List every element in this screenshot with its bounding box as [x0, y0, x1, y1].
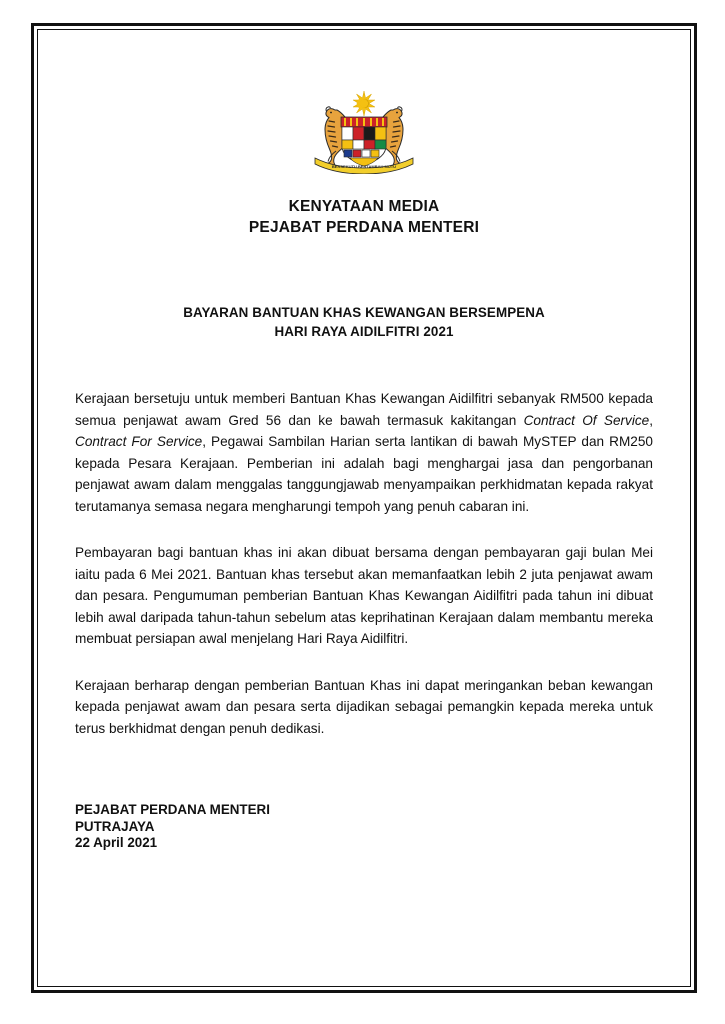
motto-text: BERSEKUTU BERTAMBAH MUTU [331, 164, 397, 169]
paragraph-1-part-2: , Pegawai Sambilan Harian serta lantikan di bawah MySTEP dan RM250 kepada Pesara Kerajaan. Pemberian ini adalah bagi menghargai jasa dan pengorbanan penjawat awam dalam menggalas tanggungjawab menyampaikan perkhidmatan kepada rakyat terutamanya semasa negara mengharungi tempoh yang penuh cabaran ini. [75, 434, 653, 514]
subject-line-1: BAYARAN BANTUAN KHAS KEWANGAN BERSEMPENA [183, 305, 545, 321]
emblem-container [71, 88, 657, 174]
paragraph-1-italic-2: Contract For Service [75, 434, 203, 450]
subject-line-2: HARI RAYA AIDILFITRI 2021 [274, 323, 454, 339]
paragraph-3: Kerajaan berharap dengan pemberian Bantuan Khas ini dapat meringankan beban kewangan kepada penjawat awam dan pesara serta dijadikan sebagai pemangkin kepada mereka untuk terus berkhidmat dengan penuh dedikasi. [75, 677, 653, 736]
paragraph-2: Pembayaran bagi bantuan khas ini akan dibuat bersama dengan pembayaran gaji bulan Mei iaitu pada 6 Mei 2021. Bantuan khas tersebut akan memanfaatkan lebih 2 juta penjawat awam dan pesara. Pengumuman pemberian Bantuan Khas Kewangan Aidilfitri pada tahun ini dibuat lebih awal daripada tahun-tahun sebelum atas keprihatinan Kerajaan dalam membantu mereka membuat persiapan awal menjelang Hari Raya Aidilfitri. [75, 545, 653, 647]
crescent-star-crest [353, 91, 375, 116]
document-border-inner [37, 29, 691, 987]
jata-negara-coat-of-arms-icon [298, 88, 430, 174]
masthead [71, 196, 657, 238]
paragraph-1-separator: , [649, 412, 653, 428]
shield-escutcheon [342, 127, 386, 166]
paragraph-1-part-1: Kerajaan bersetuju untuk memberi Bantuan Khas Kewangan Aidilfitri sebanyak RM500 kepada semua penjawat awam Gred 56 dan ke bawah termasuk kakitangan [75, 391, 653, 428]
subject-title [71, 304, 657, 341]
paragraph-1-italic-1: Contract Of Service [523, 412, 650, 428]
shield-chief-red-band [341, 117, 387, 127]
masthead-line-1: KENYATAAN MEDIA [288, 198, 440, 215]
signoff-city: PUTRAJAYA [75, 818, 155, 834]
signoff-block [71, 802, 657, 852]
signoff-office: PEJABAT PERDANA MENTERI [75, 802, 270, 818]
paragraph-1 [75, 388, 653, 517]
document-border-outer [31, 23, 697, 993]
signoff-date: 22 April 2021 [75, 835, 158, 851]
masthead-line-2: PEJABAT PERDANA MENTERI [248, 219, 480, 237]
document-content [38, 30, 690, 986]
body-text [71, 388, 657, 739]
